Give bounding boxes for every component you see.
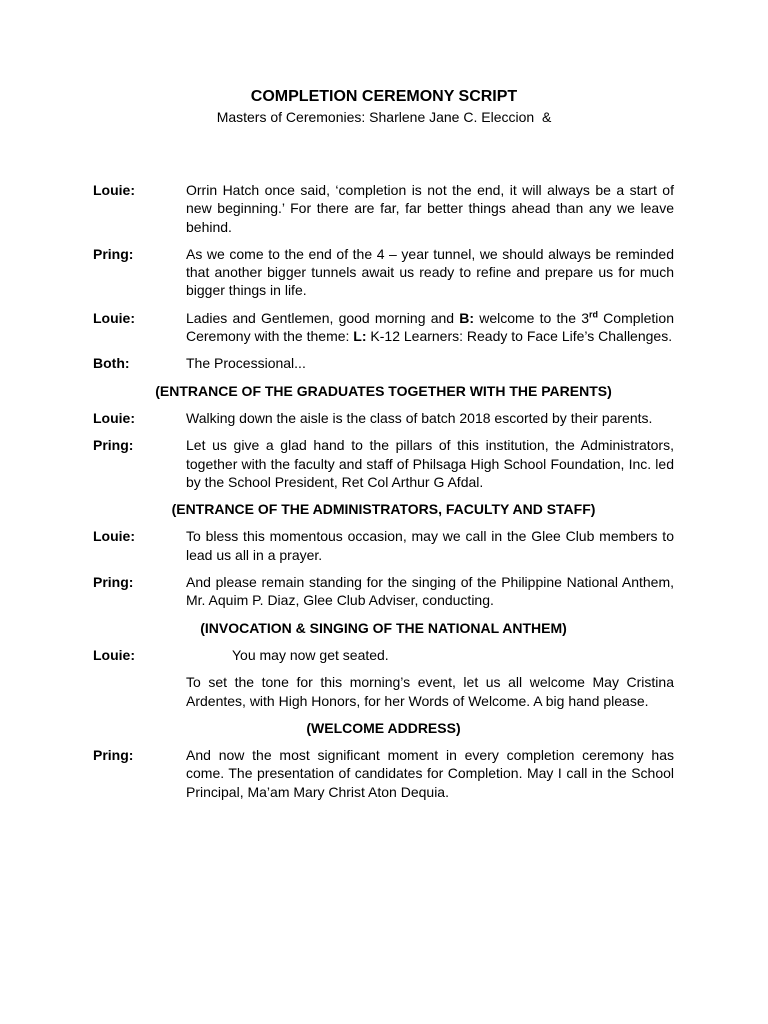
speaker-label: Louie: — [93, 528, 135, 545]
speaker-label — [93, 673, 186, 710]
script-entry — [93, 354, 674, 372]
dialogue-text: Walking down the aisle is the class of batch 2018 escorted by their parents. — [186, 409, 653, 426]
stage-direction: (ENTRANCE OF THE GRADUATES TOGETHER WITH THE PARENTS) — [155, 382, 612, 399]
dialogue-segment: Ladies and Gentlemen, good morning and — [186, 309, 460, 326]
dialogue-text: Orrin Hatch once said, ‘completion is not the end, it will always be a start of new beginning.’ For there are far, far better things ahead than any we leave behind. — [186, 182, 674, 235]
script-body — [93, 181, 674, 810]
speaker-label: Pring: — [93, 437, 134, 454]
script-entry — [93, 309, 674, 346]
script-entry — [93, 409, 674, 427]
script-entry — [93, 245, 674, 300]
dialogue-text — [186, 309, 674, 346]
stage-direction: (INVOCATION & SINGING OF THE NATIONAL ANTHEM) — [200, 619, 567, 636]
script-entry — [93, 436, 674, 491]
speaker-label: Both: — [93, 355, 130, 372]
speaker-label: Pring: — [93, 245, 134, 262]
dialogue-segment: Completion Ceremony with the theme: — [186, 309, 674, 345]
dialogue-segment: K-12 Learners: Ready to Face Life’s Challenges. — [366, 328, 673, 345]
script-entry — [93, 527, 674, 564]
dialogue-text: To bless this momentous occasion, may we call in the Glee Club members to lead us all in a prayer. — [186, 528, 674, 563]
dialogue-text: You may now get seated. — [232, 646, 389, 663]
dialogue-segment: welcome to the 3 — [474, 309, 589, 326]
script-entry — [93, 181, 674, 236]
stage-direction: (WELCOME ADDRESS) — [306, 719, 461, 736]
document-title: COMPLETION CEREMONY SCRIPT — [250, 88, 518, 105]
script-entry — [93, 646, 674, 664]
document-subtitle: Masters of Ceremonies: Sharlene Jane C. Eleccion & — [216, 109, 552, 125]
dialogue-text: The Processional... — [186, 355, 306, 372]
script-entry — [93, 673, 674, 710]
stage-direction: (ENTRANCE OF THE ADMINISTRATORS, FACULTY AND STAFF) — [171, 501, 596, 518]
script-entry — [93, 746, 674, 801]
dialogue-text: And please remain standing for the singing of the Philippine National Anthem, Mr. Aquim P. Diaz, Glee Club Adviser, conducting. — [186, 574, 674, 609]
speaker-label: Louie: — [93, 646, 135, 663]
script-entry — [93, 573, 674, 610]
dialogue-text: Let us give a glad hand to the pillars of this institution, the Administrators, together with the faculty and staff of Philsaga High School Foundation, Inc. led by the School President, Ret Col Arthur G Afdal. — [186, 437, 674, 490]
ordinal-suffix: rd — [588, 309, 598, 320]
dialogue-text: As we come to the end of the 4 – year tunnel, we should always be reminded that another bigger tunnels await us ready to refine and prepare us for much bigger things in life. — [186, 245, 674, 299]
dialogue-text: To set the tone for this morning’s event, let us all welcome May Cristina Ardentes, with High Honors, for her Words of Welcome. A big hand please. — [186, 674, 674, 709]
dialogue-text: And now the most significant moment in every completion ceremony has come. The presentation of candidates for Completion. May I call in the School Principal, Ma’am Mary Christ Aton Dequia. — [186, 747, 674, 800]
speaker-label: Pring: — [93, 747, 134, 764]
inline-speaker-l: L: — [353, 328, 367, 345]
inline-speaker-b: B: — [459, 309, 475, 326]
speaker-label: Louie: — [93, 309, 135, 326]
speaker-label: Pring: — [93, 574, 134, 591]
speaker-label: Louie: — [93, 182, 135, 198]
speaker-label: Louie: — [93, 409, 135, 426]
